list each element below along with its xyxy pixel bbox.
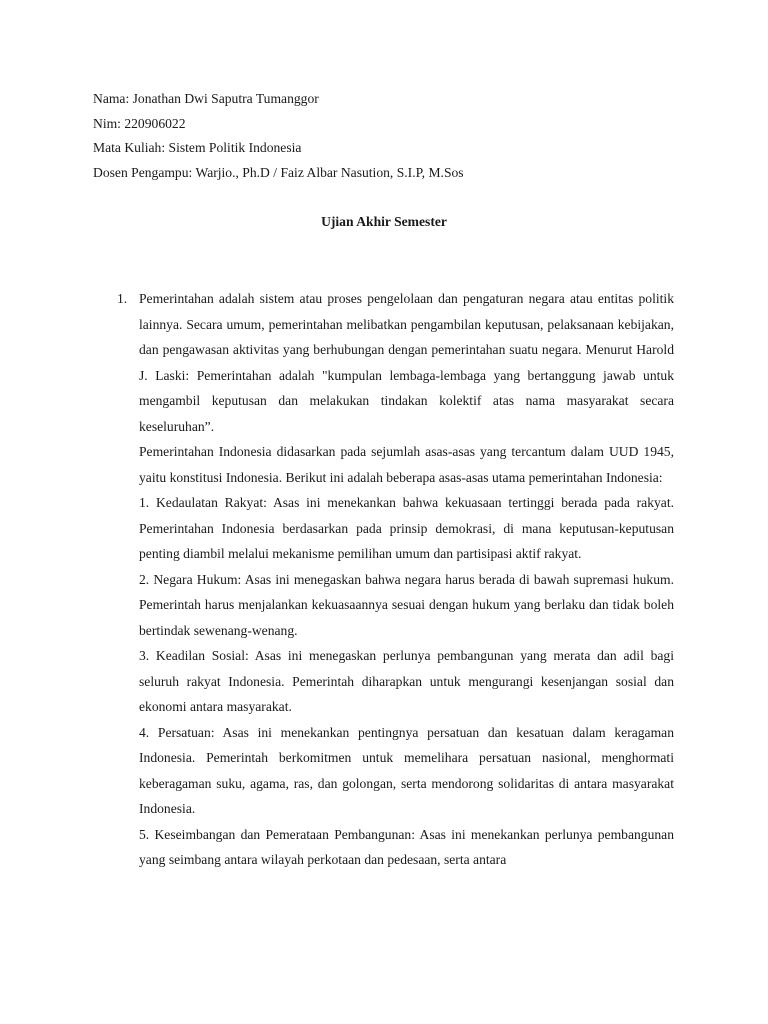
paragraph-asas-1: 1. Kedaulatan Rakyat: Asas ini menekankan bahwa kekuasaan tertinggi berada pada rakyat. Pemerintahan Indonesia berdasarkan pada prinsip demokrasi, di mana keputusan-keputusan penting diambil melalui mekanisme pemilihan umum dan partisipasi aktif rakyat. (139, 495, 674, 561)
course-name: Mata Kuliah: Sistem Politik Indonesia (93, 140, 302, 155)
question-number: 1. (117, 291, 128, 306)
lecturer-name: Dosen Pengampu: Warjio., Ph.D / Faiz Albar Nasution, S.I.P, M.Sos (93, 164, 464, 180)
student-id: Nim: 220906022 (93, 115, 186, 131)
student-name: Nama: Jonathan Dwi Saputra Tumanggor (93, 91, 319, 106)
paragraph-asas-3: 3. Keadilan Sosial: Asas ini menegaskan perlunya pembangunan yang merata dan adil bagi seluruh rakyat Indonesia. Pemerintah diharapkan untuk mengurangi kesenjangan sosial dan ekonomi antara masyarakat. (139, 648, 674, 714)
student-info-header (93, 87, 464, 185)
paragraph-asas-4: 4. Persatuan: Asas ini menekankan pentingnya persatuan dan kesatuan dalam keragaman Indonesia. Pemerintah berkomitmen untuk memelihara persatuan nasional, menghormati keberagaman suku, agama, ras, dan golongan, serta mendorong solidaritas di antara masyarakat Indonesia. (139, 724, 674, 816)
paragraph-asas-5: 5. Keseimbangan dan Pemerataan Pembangunan: Asas ini menekankan perlunya pembangunan yang seimbang antara wilayah perkotaan dan pedesaan, serta antara (139, 826, 674, 867)
paragraph-asas-2: 2. Negara Hukum: Asas ini menegaskan bahwa negara harus berada di bawah supremasi hukum. Pemerintah harus menjalankan kekuasaannya sesuai dengan hukum yang berlaku dan tidak boleh bertindak sewenang-wenang. (139, 571, 674, 638)
answer-body (139, 286, 674, 873)
paragraph-intro-asas: Pemerintahan Indonesia didasarkan pada sejumlah asas-asas yang tercantum dalam UUD 1945, yaitu konstitusi Indonesia. Berikut ini adalah beberapa asas-asas utama pemerintahan Indonesia: (139, 444, 674, 485)
document-title: Ujian Akhir Semester (321, 214, 447, 229)
paragraph-definition: Pemerintahan adalah sistem atau proses pengelolaan dan pengaturan negara atau entitas politik lainnya. Secara umum, pemerintahan melibatkan pengambilan keputusan, pelaksanaan kebijakan, dan pengawasan aktivitas yang berhubungan dengan pemerintahan suatu negara. Menurut Harold J. Laski: Pemerintahan adalah "kumpulan lembaga-lembaga yang bertanggung jawab untuk mengambil keputusan dan melakukan tindakan kolektif atas nama masyarakat secara keseluruhan”. (139, 291, 674, 434)
